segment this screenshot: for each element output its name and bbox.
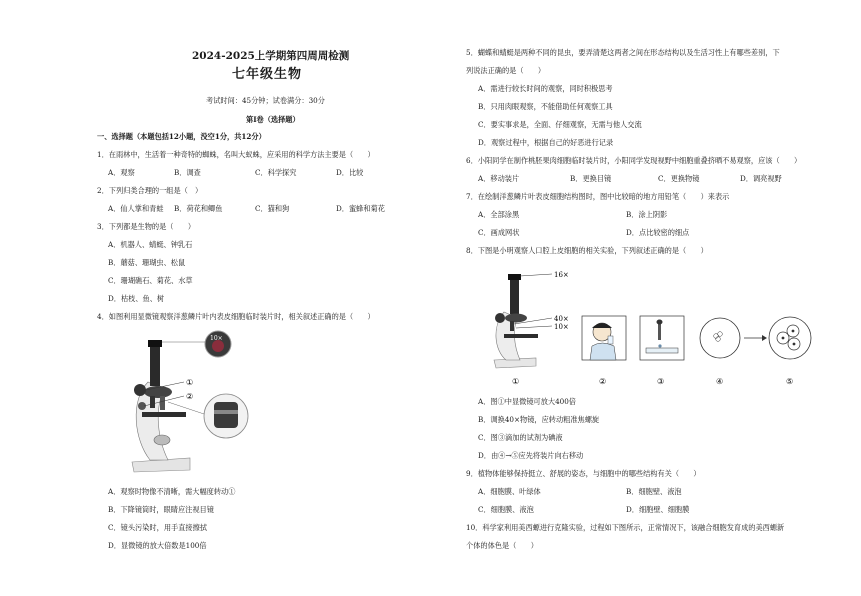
- figure-panel-4-view: [700, 318, 740, 386]
- q8-option-c: C．图③滴加的试剂为碘液: [478, 433, 563, 442]
- q1-option-b: B．调查: [174, 168, 201, 177]
- q1-option-d: D．比较: [336, 168, 364, 177]
- q3-option-c: C．珊瑚礁石、菊花、水草: [108, 276, 193, 285]
- panel3-slide: [646, 348, 678, 353]
- q9-option-c: C．细胞膜、液泡: [478, 505, 534, 514]
- q9-option-d: D．细胞壁、细胞膜: [626, 505, 690, 514]
- q10-stem-line2: 个体的体色是（ ）: [466, 541, 538, 550]
- q8-option-d: D．由④→⑤应先将装片向右移动: [478, 451, 584, 460]
- q4-stem: 4．如图利用显微镜观察洋葱鳞片叶内表皮细胞临时装片时，相关叙述正确的是（ ）: [97, 312, 375, 321]
- objective-band: [214, 410, 238, 414]
- panel-label-1: ①: [512, 377, 520, 386]
- q2-option-a: A．仙人掌和青蛙: [108, 204, 164, 213]
- exam-title: 2024-2025上学期第四周周检测: [192, 50, 350, 62]
- q5-option-d: D．观察过程中，根据自己的好恶进行记录: [478, 138, 614, 147]
- figure-label-circled-1: ①: [186, 378, 194, 387]
- q9-option-b: B．细胞壁、液泡: [626, 487, 682, 496]
- panel5-nucleus-1: [782, 337, 785, 340]
- q4-option-a: A．观察时物像不清晰，需大幅度转动①: [108, 487, 236, 496]
- q8-option-b: B．调换40×物镜，应转动粗准焦螺旋: [478, 415, 600, 424]
- panel1-callout-objective-10: [516, 326, 552, 328]
- exam-info: 考试时间：45分钟；试卷满分：30分: [206, 96, 325, 105]
- coarse-focus-knob: [134, 384, 146, 396]
- q3-option-d: D．枯枝、鱼、树: [108, 294, 165, 303]
- figure-panel-3-drop: [640, 316, 684, 386]
- panel1-nosepiece: [505, 314, 527, 323]
- panel-label-3: ③: [657, 377, 665, 386]
- panel1-knob: [495, 313, 505, 323]
- q5-option-b: B．只用肉眼观察，不能借助任何观察工具: [478, 102, 613, 111]
- q9-stem: 9．植物体能够保持挺立、舒展的姿态，与细胞中的哪些结构有关（ ）: [466, 469, 701, 478]
- microscope-nosepiece: [144, 386, 172, 398]
- q6-option-c: C．更换物镜: [658, 174, 700, 183]
- panel1-callout-eyepiece: [520, 274, 552, 276]
- panel1-stage: [504, 334, 538, 338]
- panel5-nucleus-2: [792, 330, 795, 333]
- figure-panel-1-microscope: [494, 271, 569, 386]
- q1-stem: 1．在雨林中，生活着一种奇特的蜘蛛，名叫大蚁蛛，应采用的科学方法主要是（ ）: [97, 150, 375, 159]
- q2-option-c: C．猫和狗: [255, 204, 290, 213]
- q5-stem-line2: 列说法正确的是（ ）: [466, 66, 546, 75]
- q7-option-a: A．全部涂黑: [478, 210, 520, 219]
- panel-label-5: ⑤: [786, 377, 794, 386]
- q2-option-d: D．蜜蜂和菊花: [336, 204, 385, 213]
- objective-body: [214, 402, 238, 428]
- microscope-eyepiece: [148, 340, 162, 347]
- panel5-field-of-view: [769, 317, 811, 359]
- q8-option-a: A．图①中显微镜可放大400倍: [478, 397, 576, 406]
- panel1-tube: [510, 278, 519, 314]
- microscope-figure-q4: [120, 330, 250, 475]
- q1-option-c: C．科学探究: [255, 168, 297, 177]
- panel3-drop: [658, 344, 661, 347]
- q9-option-a: A．细胞膜、叶绿体: [478, 487, 541, 496]
- q1-option-a: A．观察: [108, 168, 135, 177]
- panel3-dropper: [658, 322, 661, 340]
- q6-option-d: D．调亮视野: [740, 174, 782, 183]
- label-eyepiece-16x: 16×: [554, 271, 569, 279]
- q6-stem: 6．小阳同学在制作桃胚果肉细胞临时装片时，小阳同学发现视野中细胞重叠挤晒不易观察，应该（ ）: [466, 156, 802, 165]
- panel-label-2: ②: [599, 377, 607, 386]
- q7-option-d: D．点比较密的细点: [626, 228, 690, 237]
- part-title: 第Ⅰ卷（选择题）: [246, 115, 300, 124]
- microscope-stage: [142, 412, 186, 417]
- q3-option-b: B．蘑菇、珊瑚虫、松鼠: [108, 258, 186, 267]
- q5-option-c: C．要实事求是，全面、仔细观察，无需与他人交流: [478, 120, 642, 129]
- microscope-mirror: [154, 435, 170, 445]
- label-objective-10x: 10×: [554, 323, 569, 331]
- panel2-body: [590, 343, 616, 360]
- panel-label-4: ④: [716, 377, 724, 386]
- panel3-dropper-bulb: [657, 320, 663, 325]
- q10-stem-line1: 10．科学家利用美西螈进行克隆实验，过程如下图所示，正常情况下，该融合细胞发育成的美西螈新: [466, 523, 785, 532]
- q4-option-b: B．下降镜筒时，眼睛应注视目镜: [108, 505, 214, 514]
- q5-stem-line1: 5．蝴蝶和蜻蜓是两种不同的昆虫，要弄清楚这两者之间在形态结构以及生活习性上有哪些差别，下: [466, 48, 780, 57]
- q3-option-a: A．机器人、蜻蜓、钟乳石: [108, 240, 193, 249]
- panel1-eyepiece: [508, 274, 521, 280]
- q4-option-c: C．镜头污染时，用手直接擦拭: [108, 523, 207, 532]
- label-objective-40x: 40×: [554, 315, 569, 323]
- figure-arrow: [744, 335, 767, 341]
- q5-option-a: A．需进行较长时间的观察，同时积极思考: [478, 84, 613, 93]
- microscope-objective-1: [150, 396, 155, 408]
- q8-stem: 8．下图是小明观察人口腔上皮细胞的相关实验，下列叙述正确的是（ ）: [466, 246, 708, 255]
- section-title: 一、选择题（本题包括12小题，没空1分，共12分）: [97, 132, 266, 141]
- eyepiece-magnification-label: 10×: [210, 335, 223, 342]
- q7-stem: 7．在绘制洋葱鳞片叶表皮细胞结构图时，图中比较暗的地方用铅笔（ ）来表示: [466, 192, 730, 201]
- figure-label-circled-2: ②: [186, 392, 194, 401]
- arrow-head: [762, 335, 767, 341]
- microscope-objective-2: [160, 396, 165, 410]
- q6-option-a: A．移动装片: [478, 174, 520, 183]
- microscope-tube: [150, 344, 160, 386]
- panel1-objective: [510, 321, 514, 331]
- subject-title: 七年级生物: [232, 67, 303, 82]
- q6-option-b: B．更换目镜: [570, 174, 612, 183]
- panel2-cup: [608, 336, 613, 344]
- q2-option-b: B．荷花和鲫鱼: [174, 204, 223, 213]
- q3-stem: 3．下列都是生物的是（ ）: [97, 222, 196, 231]
- figure-panel-2-rinse: [582, 316, 626, 386]
- q4-option-d: D．显微镜的放大倍数是100倍: [108, 541, 207, 550]
- q7-option-c: C．画成网状: [478, 228, 520, 237]
- cheek-cell-experiment-figure: [486, 262, 816, 390]
- q2-stem: 2．下列归类合理的一组是（ ）: [97, 186, 203, 195]
- q7-option-b: B．涂上阴影: [626, 210, 668, 219]
- figure-panel-5-view: [769, 317, 811, 386]
- panel5-nucleus-3: [793, 343, 796, 346]
